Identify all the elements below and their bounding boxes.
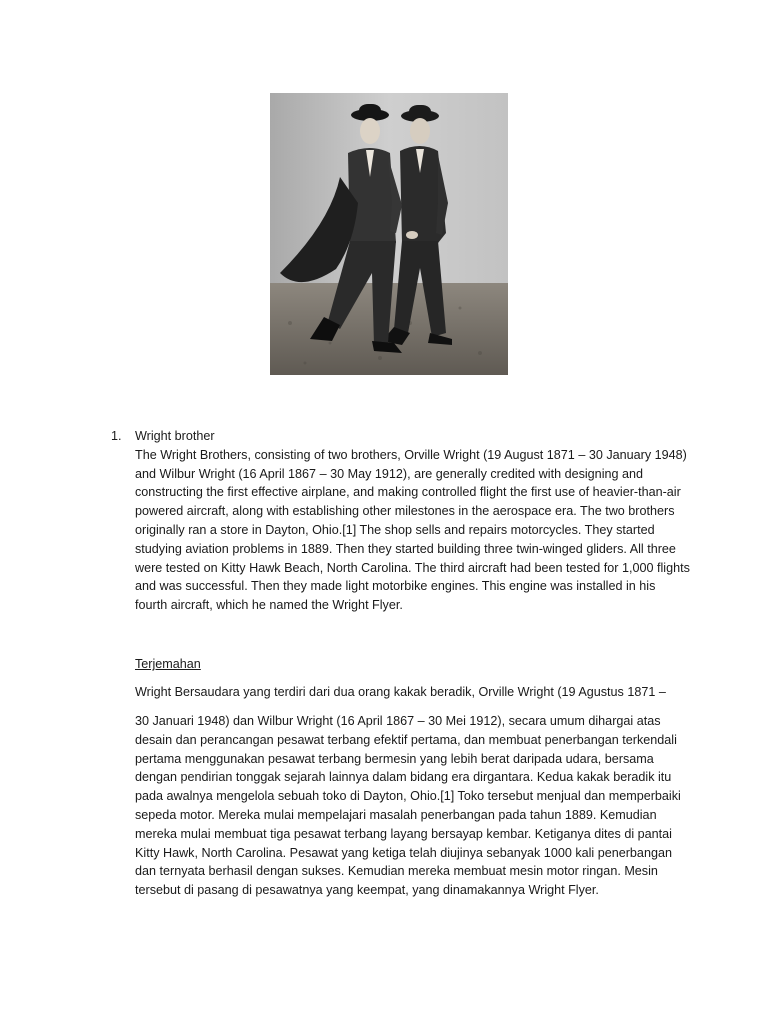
section-paragraph: The Wright Brothers, consisting of two brothers, Orville Wright (19 August 1871 – 30 January 1948) and Wilbur Wright (16 April 1867 – 30 May 1912), are generally credited with designing and constructing the first effective airplane, and making controlled flight the first use of heavier-than-air powered aircraft, along with establishing other milestones in the aerospace era. The two brothers originally ran a store in Dayton, Ohio.[1] The shop sells and repairs motorcycles. They started studying aviation problems in 1889. Then they started building three twin-winged gliders. All three were tested on Kitty Hawk Beach, North Carolina. The third aircraft had been tested for 1,000 flights and was successful. Then they made light motorbike engines. This engine was installed in his fourth aircraft, which he named the Wright Flyer. bbox=[135, 447, 690, 613]
photo-illustration bbox=[270, 93, 508, 375]
wright-brothers-photo bbox=[270, 93, 508, 375]
section-1 bbox=[111, 427, 691, 615]
section-heading: Wright brother bbox=[135, 429, 215, 443]
section-1-body bbox=[135, 427, 691, 615]
translation-paragraph: 30 Januari 1948) dan Wilbur Wright (16 April 1867 – 30 Mei 1912), secara umum dihargai atas desain dan perancangan pesawat terbang efektif pertama, dan membuat penerbangan terkendali pertama menggunakan pesawat terbang bermesin yang lebih berat daripada udara, bersama dengan pendirian tonggak sejarah lainnya dalam bidang era dirgantara. Kedua kakak beradik itu pada awalnya mengelola sebuah toko di Dayton, Ohio.[1] Toko tersebut menjual dan memperbaiki sepeda motor. Mereka mulai mempelajari masalah penerbangan pada tahun 1889. Kemudian mereka mulai membuat tiga pesawat terbang layang bersayap kembar. Ketiganya dites di pantai Kitty Hawk, North Carolina. Pesawat yang ketiga telah diujinya sebanyak 1000 kali penerbangan dan ternyata berhasil dengan sukses. Kemudian mereka membuat mesin motor ringan. Mesin tersebut di pasang di pesawatnya yang keempat, yang dinamakannya Wright Flyer. bbox=[135, 714, 681, 898]
list-number: 1. bbox=[111, 429, 122, 443]
translation-first-line: Wright Bersaudara yang terdiri dari dua orang kakak beradik, Orville Wright (19 Agustus 1871 – bbox=[135, 685, 666, 699]
translation-title: Terjemahan bbox=[135, 657, 201, 671]
